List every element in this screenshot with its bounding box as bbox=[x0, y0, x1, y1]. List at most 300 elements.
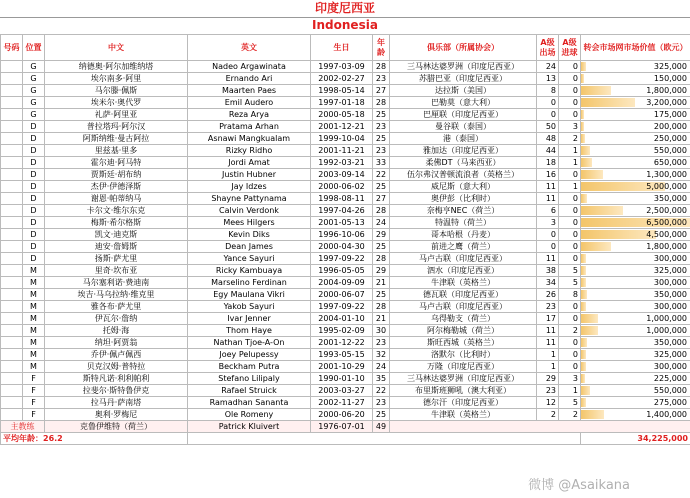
chinese-name-cell: 托姆·海 bbox=[45, 325, 188, 337]
header-english-name: 英文 bbox=[188, 35, 311, 61]
age-cell: 22 bbox=[373, 169, 390, 181]
club-cell: 达拉斯（美国） bbox=[390, 85, 537, 97]
position-cell: M bbox=[23, 361, 45, 373]
position-cell: D bbox=[23, 121, 45, 133]
table-body bbox=[1, 61, 690, 445]
english-name-cell: Ramadhan Sananta bbox=[188, 397, 311, 409]
value-bar bbox=[581, 314, 598, 323]
age-cell: 28 bbox=[373, 205, 390, 217]
caps-cell: 8 bbox=[537, 85, 559, 97]
chinese-name-cell: 凯文·迪克斯 bbox=[45, 229, 188, 241]
market-value-cell bbox=[581, 325, 690, 337]
position-cell: M bbox=[23, 349, 45, 361]
club-cell: 三马林达婆罗洲（印度尼西亚） bbox=[390, 61, 537, 73]
club-cell: 马卢古联（印度尼西亚） bbox=[390, 301, 537, 313]
value-bar bbox=[581, 134, 585, 143]
number-cell bbox=[1, 337, 23, 349]
age-cell: 25 bbox=[373, 241, 390, 253]
value-bar bbox=[581, 278, 586, 287]
english-name-cell: Egy Maulana Vikri bbox=[188, 289, 311, 301]
value-number: 550,000 bbox=[653, 386, 687, 395]
english-name-cell: Rizky Ridho bbox=[188, 145, 311, 157]
english-name-cell: Beckham Putra bbox=[188, 361, 311, 373]
number-cell bbox=[1, 397, 23, 409]
position-cell: M bbox=[23, 337, 45, 349]
goals-cell: 0 bbox=[559, 361, 581, 373]
club-cell: 泗水（印度尼西亚） bbox=[390, 265, 537, 277]
age-cell: 24 bbox=[373, 217, 390, 229]
number-cell bbox=[1, 181, 23, 193]
market-value-cell bbox=[581, 373, 690, 385]
value-number: 5,000,000 bbox=[646, 182, 687, 191]
birthday-cell: 2000-06-02 bbox=[311, 181, 373, 193]
english-name-cell: Dean James bbox=[188, 241, 311, 253]
coach-empty bbox=[390, 421, 690, 433]
table-row bbox=[1, 121, 690, 133]
value-number: 250,000 bbox=[653, 134, 687, 143]
chinese-name-cell: 贾斯廷·胡布纳 bbox=[45, 169, 188, 181]
chinese-name-cell: 雅各布·萨尤里 bbox=[45, 301, 188, 313]
market-value-cell bbox=[581, 277, 690, 289]
position-cell: G bbox=[23, 61, 45, 73]
footer-row bbox=[1, 433, 690, 445]
value-number: 325,000 bbox=[653, 62, 687, 71]
number-cell bbox=[1, 133, 23, 145]
age-cell: 25 bbox=[373, 409, 390, 421]
club-cell: 特温特（荷兰） bbox=[390, 217, 537, 229]
position-cell: D bbox=[23, 157, 45, 169]
table-row bbox=[1, 97, 690, 109]
header-row bbox=[1, 35, 690, 61]
table-row bbox=[1, 361, 690, 373]
caps-cell: 11 bbox=[537, 181, 559, 193]
chinese-name-cell: 马尔塞利诺·费迪南 bbox=[45, 277, 188, 289]
value-bar bbox=[581, 62, 586, 71]
position-cell: G bbox=[23, 85, 45, 97]
number-cell bbox=[1, 157, 23, 169]
caps-cell: 18 bbox=[537, 157, 559, 169]
market-value-cell bbox=[581, 157, 690, 169]
goals-cell: 0 bbox=[559, 193, 581, 205]
english-name-cell: Maarten Paes bbox=[188, 85, 311, 97]
chinese-name-cell: 拉马丹·萨南塔 bbox=[45, 397, 188, 409]
english-name-cell: Shayne Pattynama bbox=[188, 193, 311, 205]
age-cell: 28 bbox=[373, 97, 390, 109]
number-cell bbox=[1, 301, 23, 313]
table-row bbox=[1, 109, 690, 121]
caps-cell: 3 bbox=[537, 217, 559, 229]
header-market-value: 转会市场网市场价值（欧元） bbox=[581, 35, 690, 61]
position-cell: M bbox=[23, 325, 45, 337]
number-cell bbox=[1, 373, 23, 385]
caps-cell: 38 bbox=[537, 265, 559, 277]
age-cell: 25 bbox=[373, 109, 390, 121]
birthday-cell: 2002-02-27 bbox=[311, 73, 373, 85]
position-cell: F bbox=[23, 397, 45, 409]
age-cell: 32 bbox=[373, 349, 390, 361]
header-goals: A级进球 bbox=[559, 35, 581, 61]
club-cell: 牛津联（英格兰） bbox=[390, 409, 537, 421]
table-row bbox=[1, 61, 690, 73]
value-bar bbox=[581, 194, 587, 203]
birthday-cell: 2001-12-21 bbox=[311, 121, 373, 133]
header-position: 位置 bbox=[23, 35, 45, 61]
club-cell: 哥本哈根（丹麦） bbox=[390, 229, 537, 241]
value-bar bbox=[581, 374, 585, 383]
age-cell: 25 bbox=[373, 289, 390, 301]
goals-cell: 5 bbox=[559, 277, 581, 289]
number-cell bbox=[1, 241, 23, 253]
english-name-cell: Jordi Amat bbox=[188, 157, 311, 169]
market-value-cell bbox=[581, 133, 690, 145]
goals-cell: 0 bbox=[559, 301, 581, 313]
value-bar bbox=[581, 122, 584, 131]
caps-cell: 11 bbox=[537, 193, 559, 205]
english-name-cell: Jay Idzes bbox=[188, 181, 311, 193]
table-row bbox=[1, 313, 690, 325]
chinese-name-cell: 普拉塔玛·阿尔汉 bbox=[45, 121, 188, 133]
club-cell: 斯旺西城（英格兰） bbox=[390, 337, 537, 349]
club-cell: 洛默尔（比利时） bbox=[390, 349, 537, 361]
goals-cell: 0 bbox=[559, 337, 581, 349]
market-value-cell bbox=[581, 313, 690, 325]
market-value-cell bbox=[581, 217, 690, 229]
goals-cell: 0 bbox=[559, 85, 581, 97]
english-name-cell: Ricky Kambuaya bbox=[188, 265, 311, 277]
club-cell: 万隆（印度尼西亚） bbox=[390, 361, 537, 373]
chinese-name-cell: 梅斯·希尔格斯 bbox=[45, 217, 188, 229]
birthday-cell: 1992-03-21 bbox=[311, 157, 373, 169]
chinese-name-cell: 里兹基·里多 bbox=[45, 145, 188, 157]
caps-cell: 48 bbox=[537, 133, 559, 145]
market-value-cell bbox=[581, 193, 690, 205]
chinese-name-cell: 纳德奥·阿尔加维纳塔 bbox=[45, 61, 188, 73]
birthday-cell: 2000-05-18 bbox=[311, 109, 373, 121]
age-cell: 33 bbox=[373, 157, 390, 169]
caps-cell: 24 bbox=[537, 61, 559, 73]
english-name-cell: Ole Romeny bbox=[188, 409, 311, 421]
header-caps: A级出场 bbox=[537, 35, 559, 61]
coach-birthday: 1976-07-01 bbox=[311, 421, 373, 433]
value-number: 6,500,000 bbox=[646, 218, 687, 227]
goals-cell: 2 bbox=[559, 325, 581, 337]
market-value-cell bbox=[581, 241, 690, 253]
chinese-name-cell: 礼萨·阿里亚 bbox=[45, 109, 188, 121]
market-value-cell bbox=[581, 409, 690, 421]
market-value-cell bbox=[581, 361, 690, 373]
goals-cell: 5 bbox=[559, 397, 581, 409]
club-cell: 马卢古联（印度尼西亚） bbox=[390, 253, 537, 265]
coach-chinese-name: 克鲁伊维特（荷兰） bbox=[45, 421, 188, 433]
caps-cell: 34 bbox=[537, 277, 559, 289]
chinese-name-cell: 乔伊·佩卢佩西 bbox=[45, 349, 188, 361]
coach-age: 49 bbox=[373, 421, 390, 433]
club-cell: 乌得勒支（荷兰） bbox=[390, 313, 537, 325]
market-value-cell bbox=[581, 385, 690, 397]
club-cell: 奈梅亨NEC（荷兰） bbox=[390, 205, 537, 217]
value-bar bbox=[581, 302, 586, 311]
english-name-cell: Kevin Diks bbox=[188, 229, 311, 241]
age-cell: 22 bbox=[373, 385, 390, 397]
caps-cell: 16 bbox=[537, 169, 559, 181]
table-row bbox=[1, 253, 690, 265]
chinese-name-cell: 贝克汉姆·普特拉 bbox=[45, 361, 188, 373]
club-cell: 布里斯班狮吼（澳大利亚） bbox=[390, 385, 537, 397]
goals-cell: 0 bbox=[559, 73, 581, 85]
club-cell: 苏腊巴亚（印度尼西亚） bbox=[390, 73, 537, 85]
age-cell: 35 bbox=[373, 373, 390, 385]
header-age: 年龄 bbox=[373, 35, 390, 61]
coach-label: 主教练 bbox=[1, 421, 45, 433]
age-cell: 23 bbox=[373, 337, 390, 349]
caps-cell: 0 bbox=[537, 97, 559, 109]
value-number: 2,500,000 bbox=[646, 206, 687, 215]
english-name-cell: Yakob Sayuri bbox=[188, 301, 311, 313]
goals-cell: 0 bbox=[559, 97, 581, 109]
value-bar bbox=[581, 266, 586, 275]
market-value-cell bbox=[581, 61, 690, 73]
caps-cell: 23 bbox=[537, 301, 559, 313]
english-name-cell: Nathan Tjoe-A-On bbox=[188, 337, 311, 349]
caps-cell: 44 bbox=[537, 145, 559, 157]
market-value-cell bbox=[581, 85, 690, 97]
english-name-cell: Mees Hilgers bbox=[188, 217, 311, 229]
watermark: 微博 @Asaikana bbox=[528, 478, 630, 493]
table-row bbox=[1, 181, 690, 193]
number-cell bbox=[1, 193, 23, 205]
birthday-cell: 2004-09-09 bbox=[311, 277, 373, 289]
value-bar bbox=[581, 170, 603, 179]
caps-cell: 11 bbox=[537, 325, 559, 337]
table-row bbox=[1, 229, 690, 241]
number-cell bbox=[1, 61, 23, 73]
club-cell: 柔佛DT（马来西亚） bbox=[390, 157, 537, 169]
birthday-cell: 2000-06-20 bbox=[311, 409, 373, 421]
number-cell bbox=[1, 361, 23, 373]
table-row bbox=[1, 193, 690, 205]
goals-cell: 0 bbox=[559, 229, 581, 241]
value-number: 225,000 bbox=[653, 374, 687, 383]
birthday-cell: 2000-06-07 bbox=[311, 289, 373, 301]
chinese-name-cell: 里奇·坎布亚 bbox=[45, 265, 188, 277]
position-cell: D bbox=[23, 241, 45, 253]
coach-row bbox=[1, 421, 690, 433]
age-cell: 28 bbox=[373, 301, 390, 313]
number-cell bbox=[1, 85, 23, 97]
value-bar bbox=[581, 386, 590, 395]
caps-cell: 12 bbox=[537, 397, 559, 409]
birthday-cell: 2001-12-22 bbox=[311, 337, 373, 349]
number-cell bbox=[1, 109, 23, 121]
goals-cell: 0 bbox=[559, 109, 581, 121]
age-cell: 28 bbox=[373, 253, 390, 265]
birthday-cell: 1997-01-18 bbox=[311, 97, 373, 109]
number-cell bbox=[1, 409, 23, 421]
goals-cell: 2 bbox=[559, 133, 581, 145]
goals-cell: 0 bbox=[559, 61, 581, 73]
number-cell bbox=[1, 349, 23, 361]
caps-cell: 2 bbox=[537, 409, 559, 421]
position-cell: F bbox=[23, 385, 45, 397]
position-cell: G bbox=[23, 97, 45, 109]
value-number: 3,200,000 bbox=[646, 98, 687, 107]
table-row bbox=[1, 373, 690, 385]
goals-cell: 0 bbox=[559, 253, 581, 265]
value-bar bbox=[581, 326, 598, 335]
caps-cell: 26 bbox=[537, 289, 559, 301]
header-number: 号码 bbox=[1, 35, 23, 61]
number-cell bbox=[1, 73, 23, 85]
value-number: 325,000 bbox=[653, 266, 687, 275]
market-value-cell bbox=[581, 97, 690, 109]
table-row bbox=[1, 169, 690, 181]
chinese-name-cell: 拉斐尔·斯特鲁伊克 bbox=[45, 385, 188, 397]
value-number: 1,400,000 bbox=[646, 410, 687, 419]
caps-cell: 0 bbox=[537, 241, 559, 253]
number-cell bbox=[1, 253, 23, 265]
table-row bbox=[1, 241, 690, 253]
goals-cell: 1 bbox=[559, 385, 581, 397]
birthday-cell: 1993-05-15 bbox=[311, 349, 373, 361]
number-cell bbox=[1, 229, 23, 241]
age-cell: 24 bbox=[373, 361, 390, 373]
table-row bbox=[1, 397, 690, 409]
page-subtitle: Indonesia bbox=[0, 17, 690, 35]
english-name-cell: Marselino Ferdinan bbox=[188, 277, 311, 289]
position-cell: M bbox=[23, 277, 45, 289]
english-name-cell: Rafael Struick bbox=[188, 385, 311, 397]
birthday-cell: 1995-02-09 bbox=[311, 325, 373, 337]
value-bar bbox=[581, 98, 635, 107]
number-cell bbox=[1, 385, 23, 397]
birthday-cell: 2003-03-27 bbox=[311, 385, 373, 397]
number-cell bbox=[1, 265, 23, 277]
market-value-cell bbox=[581, 397, 690, 409]
chinese-name-cell: 霍尔迪·阿马特 bbox=[45, 157, 188, 169]
club-cell: 德瓦联（印度尼西亚） bbox=[390, 289, 537, 301]
caps-cell: 50 bbox=[537, 121, 559, 133]
position-cell: F bbox=[23, 409, 45, 421]
table-row bbox=[1, 265, 690, 277]
position-cell: M bbox=[23, 301, 45, 313]
total-market-value: 34,225,000 bbox=[581, 433, 690, 445]
position-cell: D bbox=[23, 205, 45, 217]
number-cell bbox=[1, 217, 23, 229]
value-number: 350,000 bbox=[653, 290, 687, 299]
table-row bbox=[1, 85, 690, 97]
birthday-cell: 1997-09-22 bbox=[311, 301, 373, 313]
number-cell bbox=[1, 313, 23, 325]
age-cell: 23 bbox=[373, 121, 390, 133]
birthday-cell: 2000-04-30 bbox=[311, 241, 373, 253]
value-number: 1,000,000 bbox=[646, 326, 687, 335]
age-cell: 23 bbox=[373, 73, 390, 85]
age-cell: 21 bbox=[373, 277, 390, 289]
value-number: 650,000 bbox=[653, 158, 687, 167]
number-cell bbox=[1, 169, 23, 181]
market-value-cell bbox=[581, 349, 690, 361]
value-bar bbox=[581, 410, 604, 419]
market-value-cell bbox=[581, 265, 690, 277]
goals-cell: 0 bbox=[559, 349, 581, 361]
age-cell: 27 bbox=[373, 85, 390, 97]
position-cell: D bbox=[23, 169, 45, 181]
age-cell: 23 bbox=[373, 145, 390, 157]
value-number: 350,000 bbox=[653, 338, 687, 347]
english-name-cell: Ivar Jenner bbox=[188, 313, 311, 325]
number-cell bbox=[1, 121, 23, 133]
age-cell: 30 bbox=[373, 325, 390, 337]
table-row bbox=[1, 73, 690, 85]
goals-cell: 0 bbox=[559, 217, 581, 229]
position-cell: M bbox=[23, 265, 45, 277]
chinese-name-cell: 奥利·罗梅尼 bbox=[45, 409, 188, 421]
chinese-name-cell: 迪安·詹姆斯 bbox=[45, 241, 188, 253]
chinese-name-cell: 斯特凡诺·利利帕利 bbox=[45, 373, 188, 385]
value-bar bbox=[581, 158, 592, 167]
age-cell: 28 bbox=[373, 61, 390, 73]
chinese-name-cell: 纳坦·阿贾翁 bbox=[45, 337, 188, 349]
english-name-cell: Calvin Verdonk bbox=[188, 205, 311, 217]
age-cell: 23 bbox=[373, 397, 390, 409]
value-bar bbox=[581, 74, 584, 83]
club-cell: 前进之鹰（荷兰） bbox=[390, 241, 537, 253]
number-cell bbox=[1, 97, 23, 109]
position-cell: D bbox=[23, 217, 45, 229]
value-bar bbox=[581, 290, 587, 299]
club-cell: 阿尔梅勒城（荷兰） bbox=[390, 325, 537, 337]
goals-cell: 1 bbox=[559, 181, 581, 193]
position-cell: D bbox=[23, 229, 45, 241]
chinese-name-cell: 卡尔文·维尔东克 bbox=[45, 205, 188, 217]
number-cell bbox=[1, 205, 23, 217]
table-row bbox=[1, 337, 690, 349]
value-number: 350,000 bbox=[653, 194, 687, 203]
header-birthday: 生日 bbox=[311, 35, 373, 61]
value-number: 1,300,000 bbox=[646, 170, 687, 179]
caps-cell: 23 bbox=[537, 385, 559, 397]
table-row bbox=[1, 349, 690, 361]
market-value-cell bbox=[581, 205, 690, 217]
value-bar bbox=[581, 254, 586, 263]
value-number: 300,000 bbox=[653, 254, 687, 263]
squad-table bbox=[0, 34, 690, 445]
value-bar bbox=[581, 206, 623, 215]
value-number: 300,000 bbox=[653, 362, 687, 371]
header-club: 俱乐部（所属协会） bbox=[390, 35, 537, 61]
position-cell: G bbox=[23, 109, 45, 121]
goals-cell: 3 bbox=[559, 373, 581, 385]
birthday-cell: 1998-08-11 bbox=[311, 193, 373, 205]
caps-cell: 29 bbox=[537, 373, 559, 385]
goals-cell: 0 bbox=[559, 205, 581, 217]
goals-cell: 0 bbox=[559, 169, 581, 181]
value-number: 1,800,000 bbox=[646, 86, 687, 95]
goals-cell: 2 bbox=[559, 409, 581, 421]
age-cell: 27 bbox=[373, 193, 390, 205]
table-row bbox=[1, 277, 690, 289]
caps-cell: 0 bbox=[537, 109, 559, 121]
table-row bbox=[1, 301, 690, 313]
value-bar bbox=[581, 110, 584, 119]
value-number: 325,000 bbox=[653, 350, 687, 359]
value-bar bbox=[581, 398, 586, 407]
chinese-name-cell: 埃尔南多·阿里 bbox=[45, 73, 188, 85]
caps-cell: 11 bbox=[537, 253, 559, 265]
birthday-cell: 2004-01-10 bbox=[311, 313, 373, 325]
value-bar bbox=[581, 242, 611, 251]
goals-cell: 0 bbox=[559, 241, 581, 253]
